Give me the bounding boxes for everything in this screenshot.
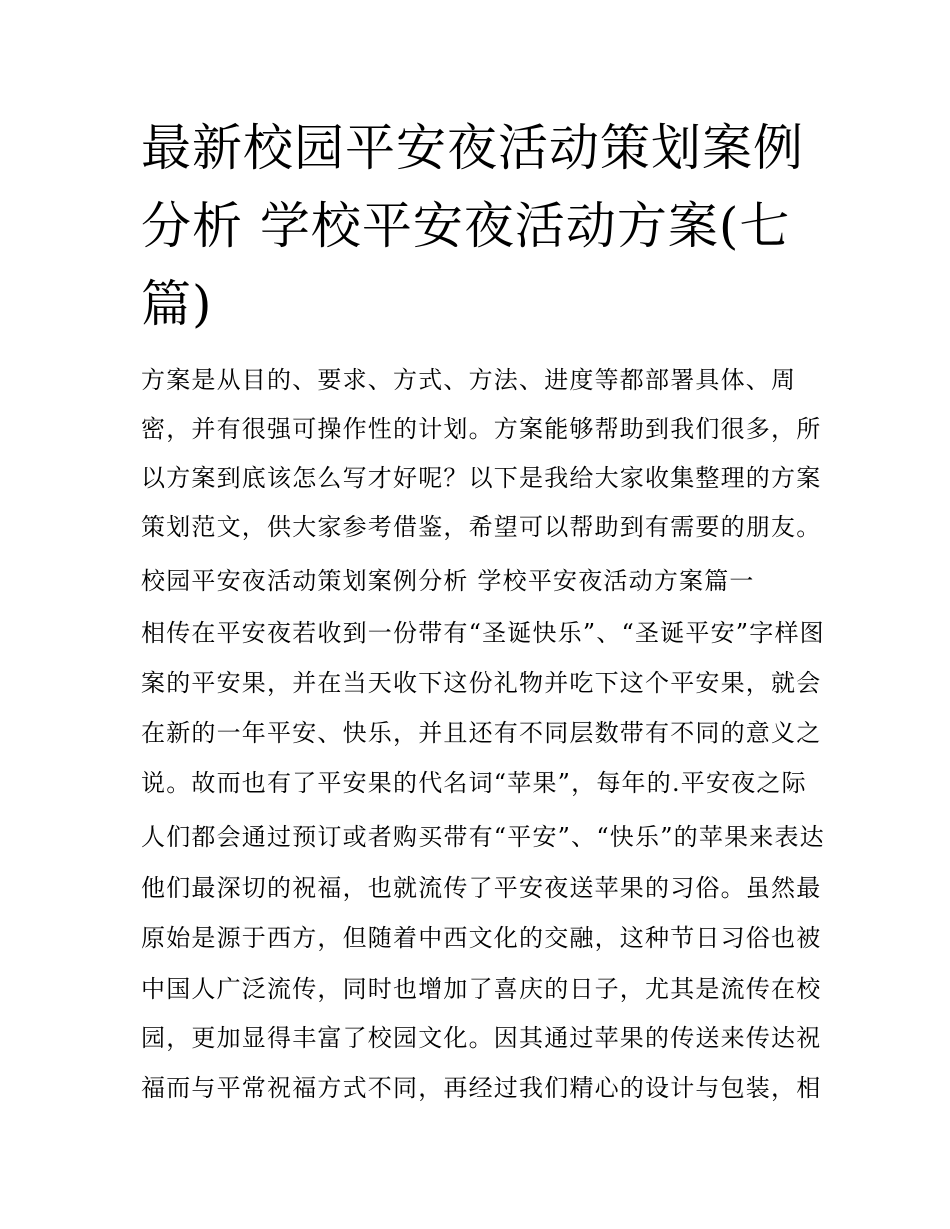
paragraph-line: 中国人广泛流传，同时也增加了喜庆的日子，尤其是流传在校 <box>141 975 822 1003</box>
paragraph-line: 以方案到底该怎么写才好呢？以下是我给大家收集整理的方案 <box>141 464 822 492</box>
document-title-line-3: 篇) <box>141 275 213 333</box>
paragraph-line: 在新的一年平安、快乐，并且还有不同层数带有不同的意义之 <box>141 719 822 747</box>
paragraph-line: 案的平安果，并在当天收下这份礼物并吃下这个平安果，就会 <box>141 669 822 697</box>
document-title-line-1: 最新校园平安夜活动策划案例 <box>141 119 804 177</box>
paragraph-line: 策划范文，供大家参考借鉴，希望可以帮助到有需要的朋友。 <box>141 513 822 541</box>
document-title-line-2: 分析 学校平安夜活动方案(七 <box>141 197 791 255</box>
paragraph-line: 密，并有很强可操作性的计划。方案能够帮助到我们很多，所 <box>141 415 822 443</box>
paragraph-line: 相传在平安夜若收到一份带有“圣诞快乐”、“圣诞平安”字样图 <box>141 619 825 647</box>
paragraph-line: 原始是源于西方，但随着中西文化的交融，这种节日习俗也被 <box>141 924 822 952</box>
paragraph-line: 福而与平常祝福方式不同，再经过我们精心的设计与包装，相 <box>141 1074 822 1102</box>
paragraph-line: 人们都会通过预订或者购买带有“平安”、“快乐”的苹果来表达 <box>141 823 825 851</box>
paragraph-line: 园，更加显得丰富了校园文化。因其通过苹果的传送来传达祝 <box>141 1024 822 1052</box>
paragraph-line: 他们最深切的祝福，也就流传了平安夜送苹果的习俗。虽然最 <box>141 874 822 902</box>
paragraph-line: 方案是从目的、要求、方式、方法、进度等都部署具体、周 <box>141 366 797 394</box>
section-heading: 校园平安夜活动策划案例分析 学校平安夜活动方案篇一 <box>141 567 755 595</box>
paragraph-line: 说。故而也有了平安果的代名词“苹果”，每年的.平安夜之际 <box>141 769 807 797</box>
